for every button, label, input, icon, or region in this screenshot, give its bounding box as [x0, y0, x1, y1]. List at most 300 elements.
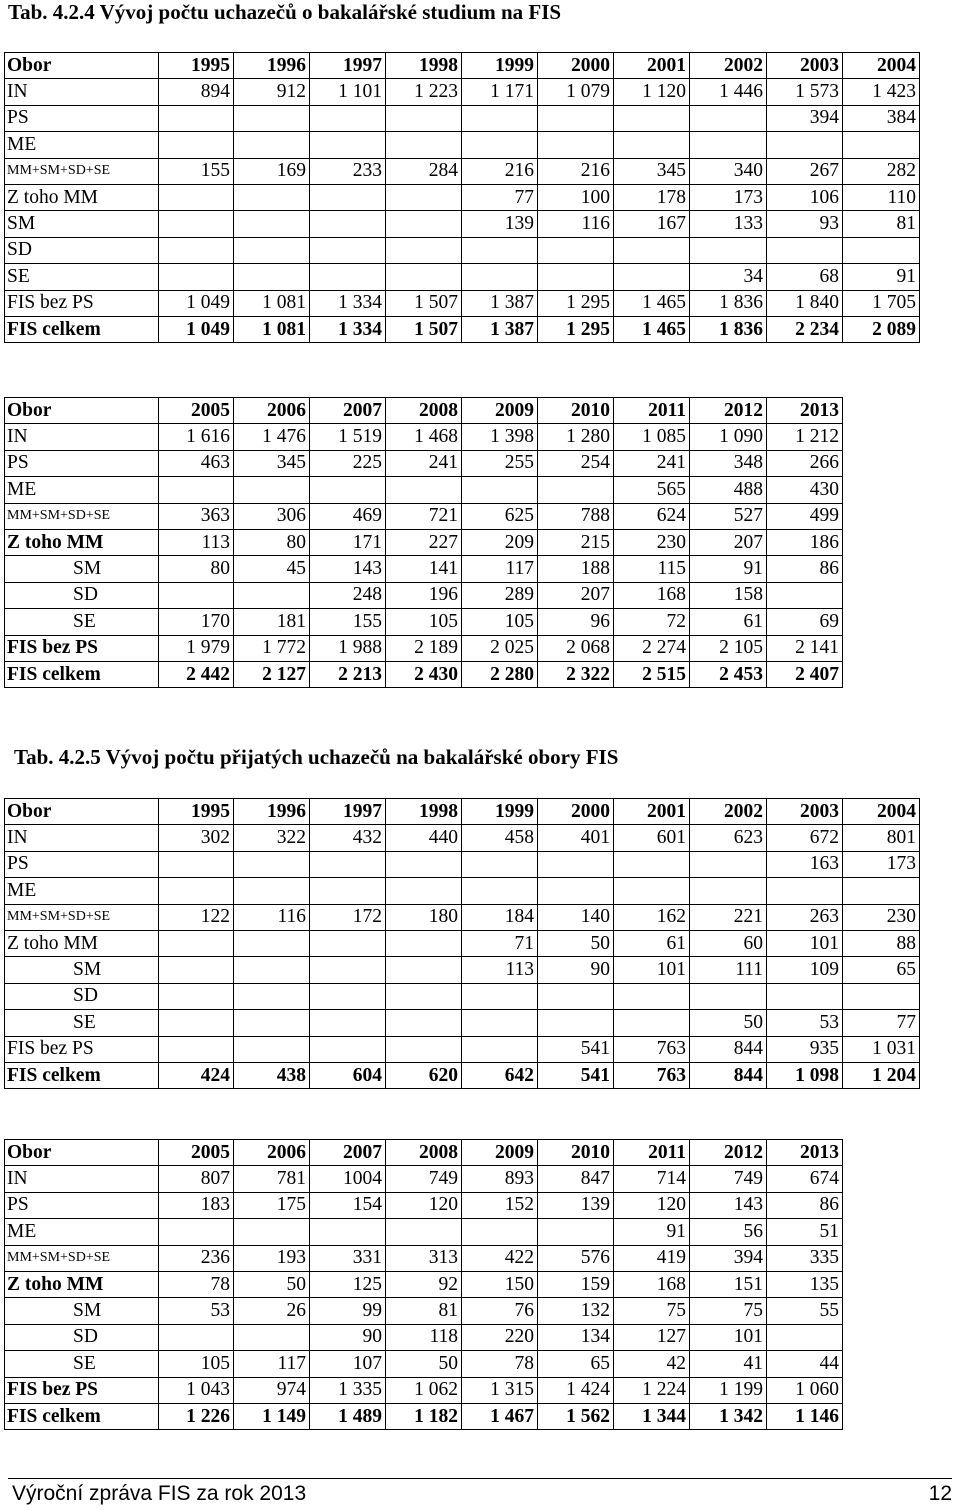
table-cell — [310, 184, 386, 210]
table-cell — [310, 105, 386, 131]
column-header-year: 2004 — [843, 53, 920, 79]
table-cell: 1 836 — [690, 290, 767, 316]
table-cell: 674 — [767, 1166, 843, 1192]
table-cell: 1 149 — [234, 1403, 310, 1429]
column-header-year: 2006 — [234, 398, 310, 424]
table-cell: 463 — [159, 450, 234, 476]
table-cell: 1 398 — [462, 424, 538, 450]
table-cell — [538, 1219, 614, 1245]
table-row-fis-celkem — [5, 661, 843, 687]
table-cell — [234, 184, 310, 210]
table-cell: 133 — [690, 211, 767, 237]
column-header-year: 2000 — [538, 799, 614, 825]
table-cell: 1004 — [310, 1166, 386, 1192]
table-cell: 117 — [462, 556, 538, 582]
table-cell: 289 — [462, 582, 538, 608]
table-row-mm-sm-sd-se — [5, 904, 920, 930]
column-header-year: 1999 — [462, 799, 538, 825]
table-cell — [159, 1010, 234, 1036]
table-cell — [538, 132, 614, 158]
row-label: MM+SM+SD+SE — [5, 904, 159, 930]
table-row-in — [5, 79, 920, 105]
table-cell: 93 — [767, 211, 843, 237]
table-cell — [234, 851, 310, 877]
table-cell: 1 060 — [767, 1377, 843, 1403]
table-cell: 236 — [159, 1245, 234, 1271]
table-cell: 488 — [690, 477, 767, 503]
column-header-year: 2013 — [767, 398, 843, 424]
table-cell: 1 836 — [690, 316, 767, 342]
table-cell — [767, 582, 843, 608]
row-label: FIS celkem — [5, 1062, 159, 1088]
row-label: MM+SM+SD+SE — [5, 158, 159, 184]
table-cell: 140 — [538, 904, 614, 930]
table-cell: 576 — [538, 1245, 614, 1271]
table-cell: 844 — [690, 1062, 767, 1088]
table-cell — [310, 211, 386, 237]
table-header-row — [5, 1140, 843, 1166]
table-cell — [386, 851, 462, 877]
table-cell: 1 334 — [310, 290, 386, 316]
table-cell: 1 387 — [462, 316, 538, 342]
table-cell — [234, 878, 310, 904]
column-header-year: 2003 — [767, 53, 843, 79]
table-cell: 1 342 — [690, 1403, 767, 1429]
table-cell: 1 085 — [614, 424, 690, 450]
table-cell: 193 — [234, 1245, 310, 1271]
table-cell: 623 — [690, 825, 767, 851]
table-cell: 26 — [234, 1298, 310, 1324]
table-cell: 230 — [843, 904, 920, 930]
table-cell: 53 — [159, 1298, 234, 1324]
table-cell: 233 — [310, 158, 386, 184]
table-cell: 158 — [690, 582, 767, 608]
table-cell: 267 — [767, 158, 843, 184]
table-cell: 75 — [690, 1298, 767, 1324]
table-cell — [159, 477, 234, 503]
table-cell: 401 — [538, 825, 614, 851]
column-header-year: 2010 — [538, 398, 614, 424]
table-cell: 72 — [614, 609, 690, 635]
table-cell: 168 — [614, 1271, 690, 1297]
table-cell: 432 — [310, 825, 386, 851]
table-cell: 1 049 — [159, 290, 234, 316]
table-cell: 1 081 — [234, 290, 310, 316]
row-label: ME — [5, 477, 159, 503]
column-header-year: 2013 — [767, 1140, 843, 1166]
table-cell: 1 315 — [462, 1377, 538, 1403]
table-cell — [234, 1324, 310, 1350]
table-cell: 65 — [843, 957, 920, 983]
table-cell: 322 — [234, 825, 310, 851]
table-cell: 2 442 — [159, 661, 234, 687]
row-label: SE — [5, 609, 159, 635]
table-cell: 122 — [159, 904, 234, 930]
table-cell: 55 — [767, 1298, 843, 1324]
column-header-year: 2002 — [690, 53, 767, 79]
column-header-year: 2003 — [767, 799, 843, 825]
table-cell: 154 — [310, 1192, 386, 1218]
table-cell: 45 — [234, 556, 310, 582]
column-header-year: 2012 — [690, 1140, 767, 1166]
table-cell: 120 — [614, 1192, 690, 1218]
table-cell: 86 — [767, 1192, 843, 1218]
table-row-sd — [5, 237, 920, 263]
table-cell: 1 507 — [386, 316, 462, 342]
table-cell: 241 — [386, 450, 462, 476]
column-header-year: 1999 — [462, 53, 538, 79]
table-cell: 302 — [159, 825, 234, 851]
row-label: FIS celkem — [5, 1403, 159, 1429]
table-cell: 807 — [159, 1166, 234, 1192]
table-cell — [386, 1036, 462, 1062]
column-header-obor: Obor — [5, 1140, 159, 1166]
table-cell: 1 212 — [767, 424, 843, 450]
table-cell — [234, 930, 310, 956]
row-label: SD — [5, 237, 159, 263]
table-cell: 92 — [386, 1271, 462, 1297]
row-label: SD — [5, 1324, 159, 1350]
table-cell — [462, 1010, 538, 1036]
table-cell: 163 — [767, 851, 843, 877]
table-cell — [234, 211, 310, 237]
table-cell: 624 — [614, 503, 690, 529]
table-cell: 184 — [462, 904, 538, 930]
table-cell: 438 — [234, 1062, 310, 1088]
column-header-obor: Obor — [5, 53, 159, 79]
table-cell — [310, 983, 386, 1009]
table-cell: 1 062 — [386, 1377, 462, 1403]
row-label: MM+SM+SD+SE — [5, 503, 159, 529]
table-cell — [386, 477, 462, 503]
column-header-year: 2011 — [614, 398, 690, 424]
table-cell — [159, 878, 234, 904]
table-cell — [159, 132, 234, 158]
table-cell: 51 — [767, 1219, 843, 1245]
table-cell: 207 — [690, 529, 767, 555]
row-label: FIS celkem — [5, 316, 159, 342]
table-cell: 113 — [462, 957, 538, 983]
table-cell: 134 — [538, 1324, 614, 1350]
table-cell — [843, 878, 920, 904]
table-cell — [614, 878, 690, 904]
table-cell: 1 465 — [614, 290, 690, 316]
table-cell: 88 — [843, 930, 920, 956]
table-cell — [386, 983, 462, 1009]
table-cell — [690, 105, 767, 131]
table-cell: 363 — [159, 503, 234, 529]
table-cell: 2 089 — [843, 316, 920, 342]
table-cell: 196 — [386, 582, 462, 608]
table-row-se — [5, 1010, 920, 1036]
table-cell: 105 — [159, 1351, 234, 1377]
column-header-year: 2006 — [234, 1140, 310, 1166]
table-cell: 2 453 — [690, 661, 767, 687]
table-header-row — [5, 53, 920, 79]
table-cell: 91 — [843, 264, 920, 290]
table-cell: 331 — [310, 1245, 386, 1271]
table-cell: 77 — [462, 184, 538, 210]
table-cell: 116 — [234, 904, 310, 930]
table-cell — [234, 477, 310, 503]
table-cell — [538, 264, 614, 290]
row-label: SD — [5, 582, 159, 608]
table-cell: 181 — [234, 609, 310, 635]
table-cell — [159, 930, 234, 956]
table-cell — [462, 132, 538, 158]
table-cell — [843, 132, 920, 158]
row-label: PS — [5, 851, 159, 877]
table-row-fis-bez-ps — [5, 290, 920, 316]
table-cell: 1 295 — [538, 290, 614, 316]
table-cell: 173 — [690, 184, 767, 210]
table-cell — [614, 237, 690, 263]
column-header-year: 1995 — [159, 53, 234, 79]
table-cell: 209 — [462, 529, 538, 555]
table-cell: 1 226 — [159, 1403, 234, 1429]
table-cell: 101 — [690, 1324, 767, 1350]
table-cell: 2 407 — [767, 661, 843, 687]
table-cell: 335 — [767, 1245, 843, 1271]
column-header-year: 1995 — [159, 799, 234, 825]
table-cell: 1 467 — [462, 1403, 538, 1429]
table-cell: 1 079 — [538, 79, 614, 105]
table-cell: 151 — [690, 1271, 767, 1297]
column-header-year: 2010 — [538, 1140, 614, 1166]
table-cell — [159, 1219, 234, 1245]
table-cell: 1 489 — [310, 1403, 386, 1429]
column-header-year: 2012 — [690, 398, 767, 424]
table-cell: 2 105 — [690, 635, 767, 661]
table-cell: 56 — [690, 1219, 767, 1245]
table-cell: 282 — [843, 158, 920, 184]
table-cell: 527 — [690, 503, 767, 529]
table-cell: 1 049 — [159, 316, 234, 342]
row-label: SM — [5, 211, 159, 237]
table-cell: 2 189 — [386, 635, 462, 661]
table-cell — [462, 264, 538, 290]
table-cell: 1 519 — [310, 424, 386, 450]
table-cell: 81 — [843, 211, 920, 237]
table-cell: 61 — [690, 609, 767, 635]
table-cell — [843, 237, 920, 263]
table-cell — [767, 1324, 843, 1350]
column-header-year: 1996 — [234, 799, 310, 825]
table-cell: 50 — [234, 1271, 310, 1297]
table-cell: 1 120 — [614, 79, 690, 105]
table-cell: 2 213 — [310, 661, 386, 687]
table-cell: 1 476 — [234, 424, 310, 450]
row-label: SM — [5, 957, 159, 983]
row-label: SE — [5, 264, 159, 290]
table-cell: 107 — [310, 1351, 386, 1377]
table-cell: 801 — [843, 825, 920, 851]
row-label: FIS celkem — [5, 661, 159, 687]
table-cell — [310, 477, 386, 503]
table-cell: 120 — [386, 1192, 462, 1218]
table-cell: 180 — [386, 904, 462, 930]
table-cell: 672 — [767, 825, 843, 851]
table-cell: 620 — [386, 1062, 462, 1088]
table-cell: 227 — [386, 529, 462, 555]
table-cell — [310, 1036, 386, 1062]
table-cell: 105 — [386, 609, 462, 635]
table-cell: 1 146 — [767, 1403, 843, 1429]
table-cell: 1 335 — [310, 1377, 386, 1403]
table-cell — [614, 851, 690, 877]
table-caption-admitted: Tab. 4.2.5 Vývoj počtu přijatých uchazečů na bakalářské obory FIS — [14, 745, 619, 769]
table-cell — [159, 184, 234, 210]
table-cell: 348 — [690, 450, 767, 476]
table-cell: 113 — [159, 529, 234, 555]
table-cell — [462, 1219, 538, 1245]
table-cell — [159, 851, 234, 877]
table-cell: 68 — [767, 264, 843, 290]
column-header-year: 2000 — [538, 53, 614, 79]
table-cell: 1 840 — [767, 290, 843, 316]
table-cell: 155 — [310, 609, 386, 635]
table-cell: 430 — [767, 477, 843, 503]
table-cell: 847 — [538, 1166, 614, 1192]
column-header-year: 2005 — [159, 398, 234, 424]
table-cell: 1 988 — [310, 635, 386, 661]
table-row-in — [5, 1166, 843, 1192]
table-cell — [690, 851, 767, 877]
table-cell: 1 223 — [386, 79, 462, 105]
table-cell: 41 — [690, 1351, 767, 1377]
admitted-table-1995-2004 — [4, 798, 920, 1089]
table-cell: 2 274 — [614, 635, 690, 661]
table-cell: 65 — [538, 1351, 614, 1377]
table-cell — [234, 132, 310, 158]
row-label: ME — [5, 1219, 159, 1245]
table-cell — [462, 1036, 538, 1062]
table-cell — [614, 264, 690, 290]
table-header-row — [5, 799, 920, 825]
table-cell: 69 — [767, 609, 843, 635]
table-cell — [159, 957, 234, 983]
table-cell: 101 — [614, 957, 690, 983]
table-cell: 974 — [234, 1377, 310, 1403]
table-cell — [462, 983, 538, 1009]
table-cell — [843, 983, 920, 1009]
table-cell: 78 — [159, 1271, 234, 1297]
table-cell: 1 573 — [767, 79, 843, 105]
row-label: PS — [5, 1192, 159, 1218]
table-cell: 419 — [614, 1245, 690, 1271]
table-cell: 80 — [234, 529, 310, 555]
row-label: IN — [5, 79, 159, 105]
table-cell: 139 — [462, 211, 538, 237]
table-cell: 340 — [690, 158, 767, 184]
table-row-in — [5, 424, 843, 450]
table-cell: 221 — [690, 904, 767, 930]
table-cell — [386, 1010, 462, 1036]
table-row-mm-sm-sd-se — [5, 158, 920, 184]
table-cell: 155 — [159, 158, 234, 184]
table-cell: 53 — [767, 1010, 843, 1036]
column-header-year: 1998 — [386, 53, 462, 79]
table-cell — [462, 237, 538, 263]
column-header-year: 2009 — [462, 398, 538, 424]
table-cell: 565 — [614, 477, 690, 503]
column-header-year: 2005 — [159, 1140, 234, 1166]
table-cell: 1 979 — [159, 635, 234, 661]
table-cell: 1 616 — [159, 424, 234, 450]
table-cell: 284 — [386, 158, 462, 184]
column-header-obor: Obor — [5, 398, 159, 424]
table-cell: 788 — [538, 503, 614, 529]
table-cell: 139 — [538, 1192, 614, 1218]
table-cell: 2 127 — [234, 661, 310, 687]
table-cell — [538, 983, 614, 1009]
column-header-year: 2009 — [462, 1140, 538, 1166]
table-cell — [234, 1010, 310, 1036]
table-cell: 2 234 — [767, 316, 843, 342]
table-row-sd — [5, 983, 920, 1009]
row-label: FIS bez PS — [5, 290, 159, 316]
table-cell: 1 090 — [690, 424, 767, 450]
admitted-table-2005-2013 — [4, 1139, 843, 1430]
table-cell: 81 — [386, 1298, 462, 1324]
column-header-year: 2002 — [690, 799, 767, 825]
row-label: IN — [5, 825, 159, 851]
table-cell: 99 — [310, 1298, 386, 1324]
table-cell: 77 — [843, 1010, 920, 1036]
table-cell — [310, 1010, 386, 1036]
table-cell — [386, 184, 462, 210]
table-cell: 78 — [462, 1351, 538, 1377]
table-cell: 1 199 — [690, 1377, 767, 1403]
table-cell — [386, 105, 462, 131]
row-label: SM — [5, 556, 159, 582]
table-cell — [386, 211, 462, 237]
table-cell — [386, 878, 462, 904]
table-cell: 763 — [614, 1062, 690, 1088]
table-cell: 1 171 — [462, 79, 538, 105]
row-label: Z toho MM — [5, 529, 159, 555]
table-row-ps — [5, 1192, 843, 1218]
table-row-ps — [5, 450, 843, 476]
table-cell: 384 — [843, 105, 920, 131]
table-cell — [234, 983, 310, 1009]
table-cell: 894 — [159, 79, 234, 105]
table-row-se — [5, 1351, 843, 1377]
table-cell: 159 — [538, 1271, 614, 1297]
table-cell: 186 — [767, 529, 843, 555]
table-cell — [386, 1219, 462, 1245]
table-cell: 1 182 — [386, 1403, 462, 1429]
table-cell: 101 — [767, 930, 843, 956]
table-cell: 91 — [690, 556, 767, 582]
table-cell — [614, 105, 690, 131]
table-row-z-toho-mm — [5, 529, 843, 555]
table-cell: 96 — [538, 609, 614, 635]
table-cell: 1 465 — [614, 316, 690, 342]
table-cell: 71 — [462, 930, 538, 956]
table-cell — [310, 1219, 386, 1245]
table-cell — [310, 264, 386, 290]
table-cell: 2 322 — [538, 661, 614, 687]
row-label: IN — [5, 424, 159, 450]
table-cell: 499 — [767, 503, 843, 529]
table-cell: 172 — [310, 904, 386, 930]
table-cell — [159, 264, 234, 290]
column-header-year: 2007 — [310, 398, 386, 424]
table-cell: 141 — [386, 556, 462, 582]
table-cell: 2 430 — [386, 661, 462, 687]
table-cell: 424 — [159, 1062, 234, 1088]
